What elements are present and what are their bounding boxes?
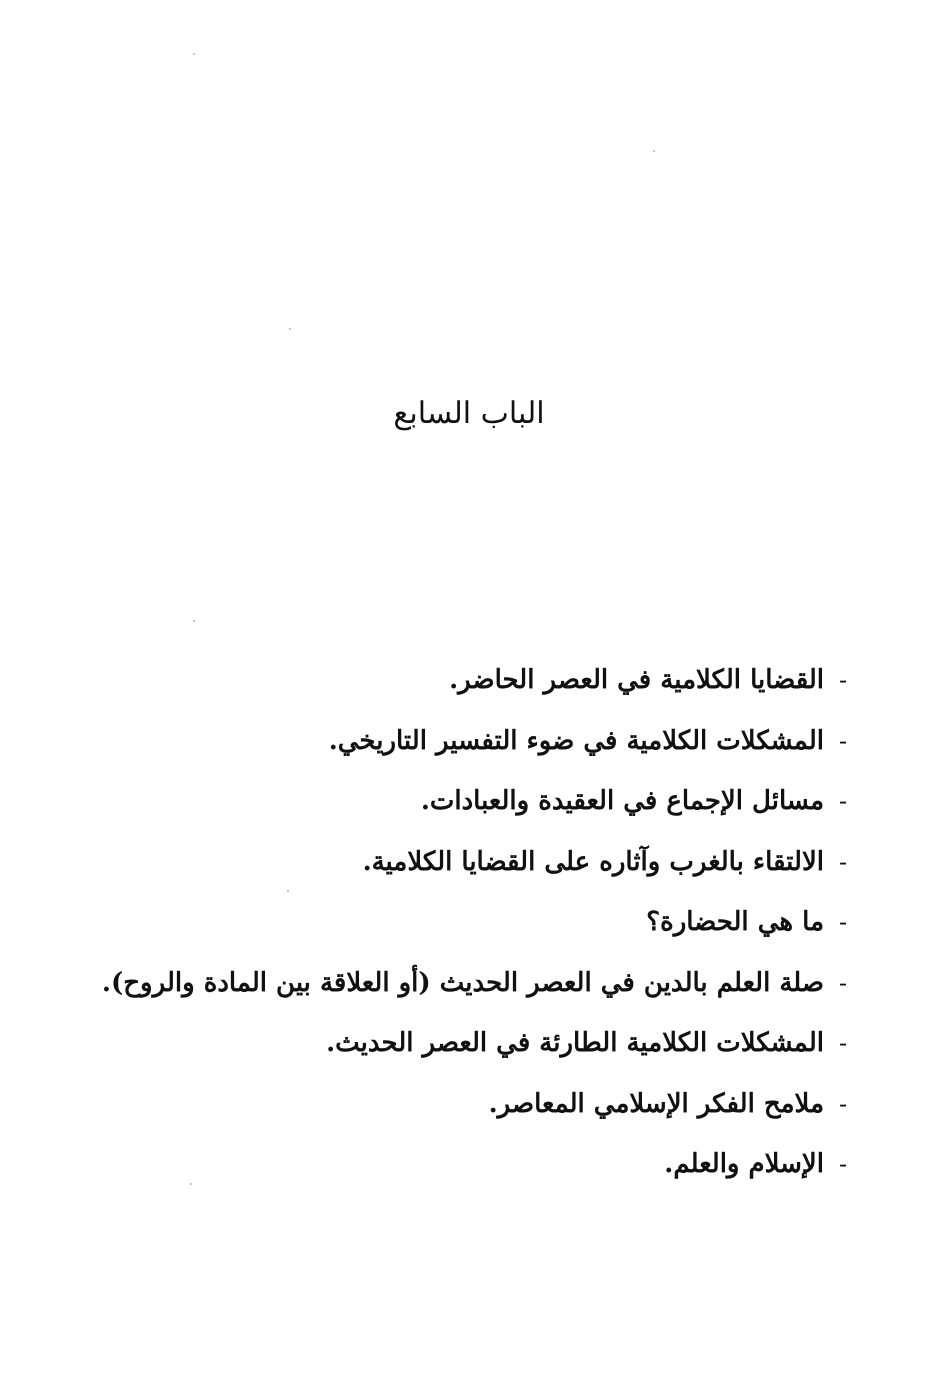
bullet-dash: -	[838, 968, 848, 997]
topic-text: الإسلام والعلم.	[664, 1149, 824, 1180]
bullet-dash: -	[838, 908, 848, 937]
chapter-title: الباب السابع	[393, 396, 545, 431]
topic-item	[82, 771, 862, 832]
topic-text: الالتقاء بالغرب وآثاره على القضايا الكلامية.	[362, 846, 824, 877]
bullet-dash: -	[838, 787, 848, 816]
scan-speck	[289, 328, 291, 330]
topic-item	[82, 1013, 862, 1074]
bullet-dash: -	[838, 1089, 848, 1118]
topic-item	[82, 1074, 862, 1135]
bullet-dash: -	[838, 726, 848, 755]
topic-item	[82, 1134, 862, 1195]
topic-text: مسائل الإجماع في العقيدة والعبادات.	[420, 786, 824, 817]
topic-text: ملامح الفكر الإسلامي المعاصر.	[488, 1088, 824, 1119]
topic-item	[82, 650, 862, 711]
scan-speck	[193, 620, 195, 622]
scan-speck	[193, 53, 195, 55]
topic-text: المشكلات الكلامية الطارئة في العصر الحديث.	[326, 1028, 824, 1059]
topic-item	[82, 953, 862, 1014]
bullet-dash: -	[838, 1029, 848, 1058]
bullet-dash: -	[838, 1150, 848, 1179]
scan-speck	[653, 150, 655, 152]
bullet-dash: -	[838, 666, 848, 695]
topic-text: المشكلات الكلامية في ضوء التفسير التاريخي.	[328, 725, 824, 756]
topic-list	[82, 650, 862, 1195]
topic-text: القضايا الكلامية في العصر الحاضر.	[449, 665, 824, 696]
topic-text: ما هي الحضارة؟	[646, 907, 824, 938]
topic-text: صلة العلم بالدين في العصر الحديث (أو العلاقة بين المادة والروح).	[101, 967, 824, 998]
topic-item	[82, 892, 862, 953]
topic-item	[82, 832, 862, 893]
topic-item	[82, 711, 862, 772]
bullet-dash: -	[838, 847, 848, 876]
